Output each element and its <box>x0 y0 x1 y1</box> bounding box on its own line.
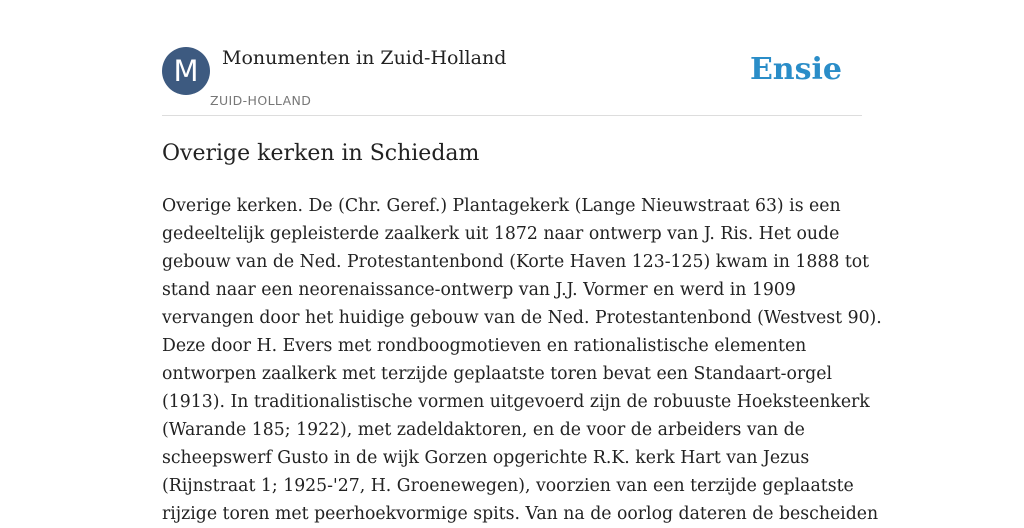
article-line: (1913). In traditionalistische vormen uitgevoerd zijn de robuuste Hoeksteenkerk <box>162 392 870 412</box>
article-line: (Rijnstraat 1; 1925-'27, H. Groenewegen), voorzien van een terzijde geplaatste <box>162 476 854 496</box>
avatar[interactable]: M <box>162 47 210 95</box>
article-line: Deze door H. Evers met rondboogmotieven en rationalistische elementen <box>162 336 807 356</box>
article-title: Overige kerken in Schiedam <box>162 141 480 166</box>
ensie-logo[interactable]: Ensie <box>749 52 842 87</box>
source-header <box>162 46 862 116</box>
article-line: rijzige toren met peerhoekvormige spits. Van na de oorlog dateren de bescheiden <box>162 504 879 524</box>
article-line: gebouw van de Ned. Protestantenbond (Korte Haven 123-125) kwam in 1888 tot <box>162 252 870 272</box>
article-line: (Warande 185; 1922), met zadeldaktoren, en de voor de arbeiders van de <box>162 420 805 440</box>
article-line: stand naar een neorenaissance-ontwerp van J.J. Vormer en werd in 1909 <box>162 280 796 300</box>
article-line: gedeeltelijk gepleisterde zaalkerk uit 1872 naar ontwerp van J. Ris. Het oude <box>162 224 840 244</box>
article-body <box>162 192 882 528</box>
article-line: vervangen door het huidige gebouw van de Ned. Protestantenbond (Westvest 90). <box>162 308 882 328</box>
article-line: ontworpen zaalkerk met terzijde geplaatste toren bevat een Standaart-orgel <box>162 364 832 384</box>
source-subtitle[interactable]: ZUID-HOLLAND <box>210 93 312 108</box>
header-divider <box>162 115 862 116</box>
article-line: scheepswerf Gusto in de wijk Gorzen opgerichte R.K. kerk Hart van Jezus <box>162 448 810 468</box>
article-line: Overige kerken. De (Chr. Geref.) Plantagekerk (Lange Nieuwstraat 63) is een <box>162 196 841 216</box>
source-title[interactable]: Monumenten in Zuid-Holland <box>222 47 507 69</box>
